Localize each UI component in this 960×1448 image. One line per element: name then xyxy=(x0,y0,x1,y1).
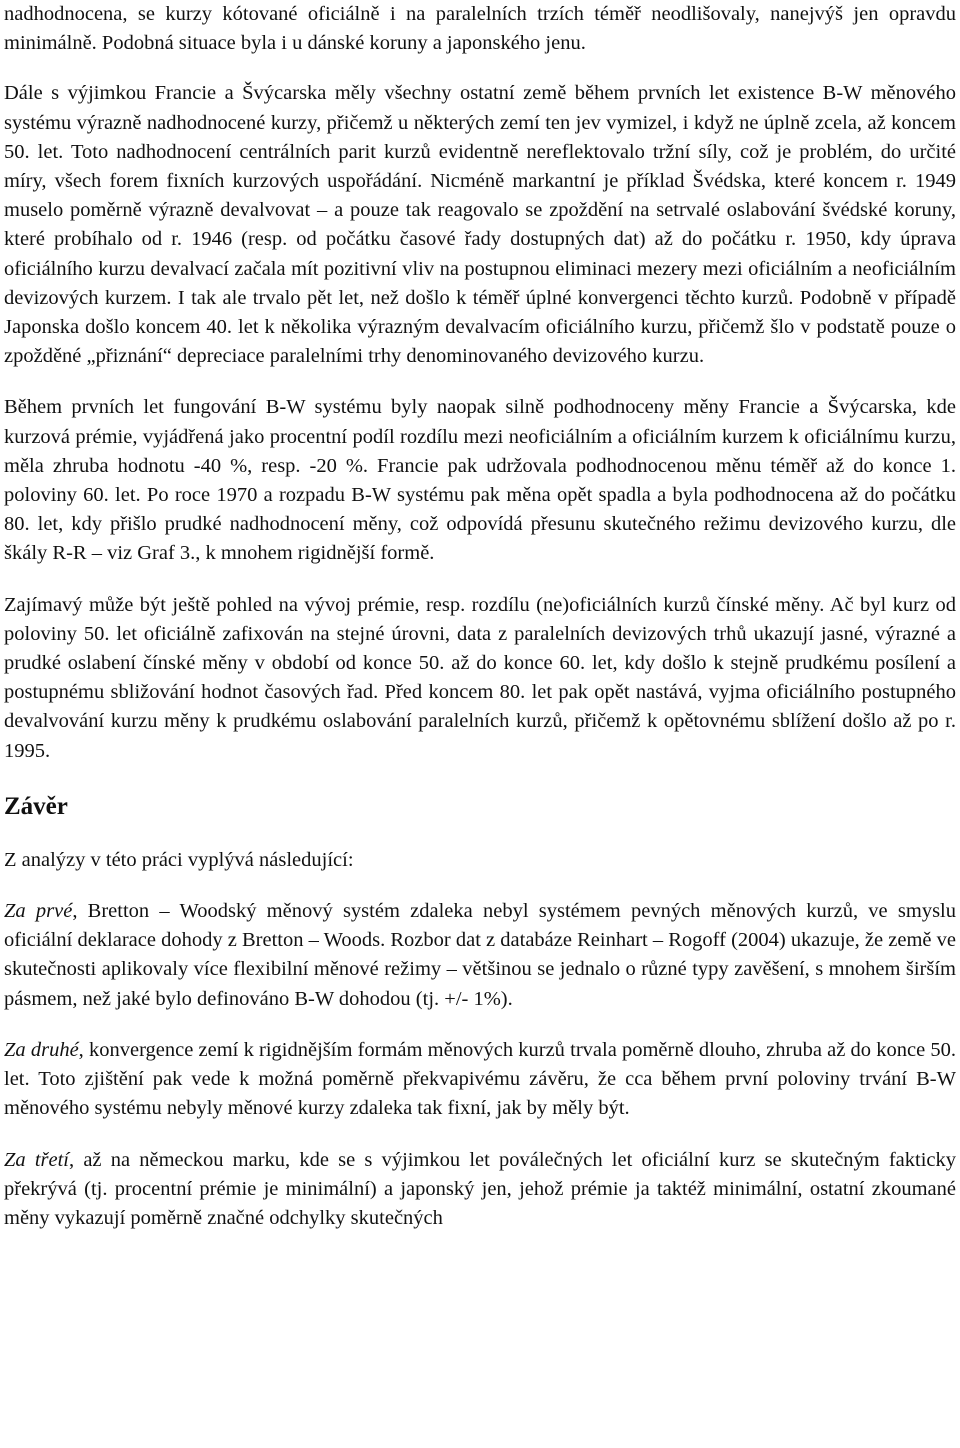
conclusion-intro: Z analýzy v této práci vyplývá následující: xyxy=(4,848,354,871)
conclusion-point-3 xyxy=(4,1146,956,1234)
conclusion-point-1 xyxy=(4,897,956,1014)
paragraph-china: Zajímavý může být ještě pohled na vývoj prémie, resp. rozdílu (ne)oficiálních kurzů čínské měny. Ač byl kurz od poloviny 50. let oficiálně zafixován na stejné úrovni, data z paralelních devizových trhů ukazují jasné, výrazné a prudké oslabení čínské měny v období od konce 50. až do konce 60. let, kdy došlo k stejně prudkému posílení a postupnému sbližování hodnot časových řad. Před koncem 80. let pak opět nastává, vyjma oficiálního postupného devalvování kurzu měny k prudkému oslabování paralelních kurzů, přičemž k opětovnému sblížení došlo až po r. 1995. xyxy=(4,593,956,762)
paragraph-overvaluation: Dále s výjimkou Francie a Švýcarska měly všechny ostatní země během prvních let existence B-W měnového systému výrazně nadhodnocené kurzy, přičemž u některých zemí ten jev vymizel, i když ne úplně zcela, až koncem 50. let. Toto nadhodnocení centrálních parit kurzů evidentně nereflektovalo tržní síly, což je problém, do určité míry, všech forem fixních kurzových uspořádání. Nicméně markantní je příklad Švédska, které koncem r. 1949 muselo poměrně výrazně devalvovat – a pouze tak reagovalo se zpoždění na setrvalé oslabování švédské koruny, které probíhalo od r. 1946 (resp. od počátku časové řady dostupných dat) až do počátku r. 1950, kdy úprava oficiálního kurzu devalvací začala mít pozitivní vliv na postupnou eliminaci mezery mezi oficiálním a neoficiálním devizových kurzem. I tak ale trvalo pět let, než došlo k téměř úplné konvergenci těchto kurzů. Podobně v případě Japonska došlo koncem 40. let k několika výrazným devalvacím oficiálního kurzu, přičemž šlo v podstatě pouze o zpožděné „přiznání“ depreciace paralelními trhy denominovaného devizového kurzu. xyxy=(4,82,956,368)
point-3-lead: Za třetí xyxy=(4,1148,70,1171)
document-page xyxy=(4,0,956,1233)
paragraph-intro-fragment: nadhodnocena, se kurzy kótované oficiálně i na paralelních trzích téměř neodlišovaly, nanejvýš jen opravdu minimálně. Podobná situace byla i u dánské koruny a japonského jenu. xyxy=(4,3,956,55)
conclusion-point-2 xyxy=(4,1036,956,1124)
section-heading-conclusion: Závěr xyxy=(4,792,68,820)
point-2-text: , konvergence zemí k rigidnějším formám měnových kurzů trvala poměrně dlouho, zhruba až do konce 50. let. Toto zjištění pak vede k možná poměrně překvapivému závěru, že cca během první poloviny trvání B-W měnového systému nebyly měnové kurzy zdaleka tak fixní, jak by měly být. xyxy=(4,1038,956,1120)
paragraph-undervaluation: Během prvních let fungování B-W systému byly naopak silně podhodnoceny měny Francie a Švýcarska, kde kurzová prémie, vyjádřená jako procentní podíl rozdílu mezi neoficiálním a oficiálním kurzem k oficiálnímu kurzu, měla zhruba hodnotu -40 %, resp. -20 %. Francie pak udržovala podhodnocenou měnu téměř až do konce 1. poloviny 60. let. Po roce 1970 a rozpadu B-W systému pak měna opět spadla a byla podhodnocena až do počátku 80. let, kdy přišlo prudké nadhodnocení měny, což odpovídá přesunu skutečného režimu devizového kurzu, dle škály R-R – viz Graf 3., k mnohem rigidnější formě. xyxy=(4,396,956,565)
point-3-text: , až na německou marku, kde se s výjimkou let poválečných let oficiální kurz se skutečným fakticky překrývá (tj. procentní prémie je minimální) a japonský jen, jehož prémie ja taktéž minimální, ostatní zkoumané měny vykazují poměrně značné odchylky skutečných xyxy=(4,1148,956,1229)
point-2-lead: Za druhé xyxy=(4,1038,79,1061)
point-1-text: , Bretton – Woodský měnový systém zdaleka nebyl systémem pevných měnových kurzů, ve smyslu oficiální deklarace dohody z Bretton – Woods. Rozbor dat z databáze Reinhart – Rogoff (2004) ukazuje, že země ve skutečnosti aplikovaly více flexibilní měnové režimy – většinou se jednalo o různé typy zavěšení, s mnohem širším pásmem, než jaké bylo definováno B-W dohodou (tj. +/- 1%). xyxy=(4,900,956,1010)
point-1-lead: Za prvé xyxy=(4,900,73,923)
